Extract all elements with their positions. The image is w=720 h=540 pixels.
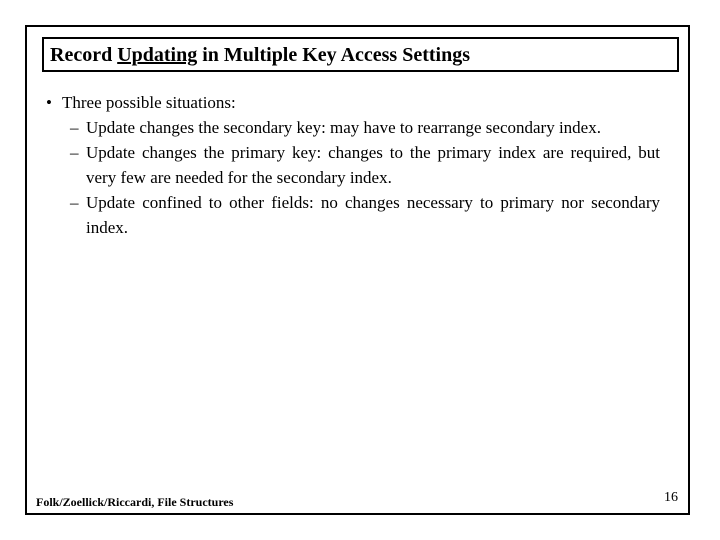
- sub-item: [70, 115, 660, 140]
- title-part-underlined: Updating: [117, 44, 198, 66]
- dash-mark: –: [70, 143, 79, 162]
- sub-item-text: Update changes the primary key: changes to the primary index are required, but very few are needed for the secondary index.: [86, 143, 660, 187]
- bullet-mark: •: [46, 93, 52, 112]
- dash-mark: –: [70, 118, 79, 137]
- footer-credit: Folk/Zoellick/Riccardi, File Structures: [36, 495, 234, 509]
- sub-item: [70, 140, 660, 190]
- page-number: 16: [664, 490, 678, 505]
- sub-list: [70, 115, 660, 240]
- slide-content: [46, 90, 660, 240]
- title-part-before: Record: [50, 44, 118, 66]
- sub-item: [70, 190, 660, 240]
- sub-item-text: Update confined to other fields: no changes necessary to primary nor secondary index.: [86, 193, 660, 237]
- bullet-item: [46, 90, 660, 115]
- title-part-after: in Multiple Key Access Settings: [197, 44, 470, 66]
- bullet-text: Three possible situations:: [62, 93, 236, 112]
- slide-title: [50, 42, 470, 68]
- dash-mark: –: [70, 193, 79, 212]
- sub-item-text: Update changes the secondary key: may have to rearrange secondary index.: [86, 118, 601, 137]
